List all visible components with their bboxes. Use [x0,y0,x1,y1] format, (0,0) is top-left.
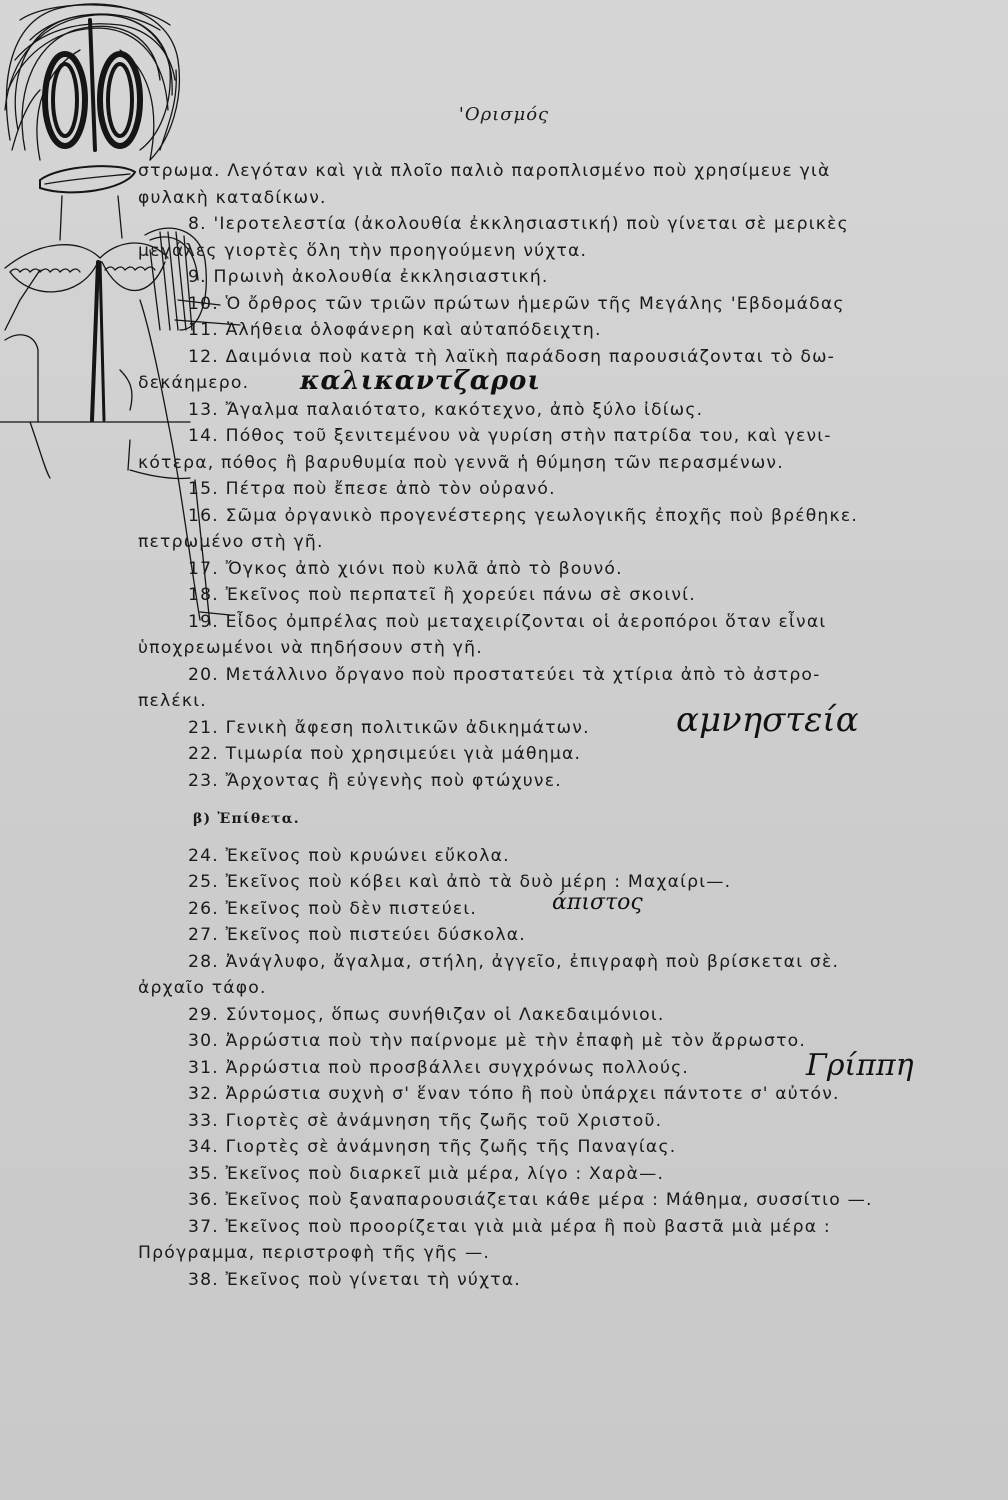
text-line: 17. Ὄγκος ἀπὸ χιόνι ποὺ κυλᾶ ἀπὸ τὸ βουνό. [188,558,623,579]
page-header: 'Ορισμός [458,104,550,125]
text-line: 15. Πέτρα ποὺ ἔπεσε ἀπὸ τὸν οὐρανό. [188,479,556,499]
text-line: 14. Πόθος τοῦ ξενιτεμένου νὰ γυρίση στὴν πατρίδα του, καὶ γενι- [188,426,832,446]
text-line: Πρόγραμμα, περιστροφὴ τῆς γῆς —. [138,1243,491,1263]
text-line: 8. 'Ιεροτελεστία (ἀκολουθία ἐκκλησιαστική) ποὺ γίνεται σὲ μερικὲς [188,214,849,234]
text-line: 28. Ἀνάγλυφο, ἄγαλμα, στήλη, ἀγγεῖο, ἐπιγραφὴ ποὺ βρίσκεται σὲ. [188,951,840,972]
text-line: 9. Πρωινὴ ἀκολουθία ἐκκλησιαστική. [188,267,549,287]
text-line: 37. Ἐκεῖνος ποὺ προορίζεται γιὰ μιὰ μέρα ἢ ποὺ βαστᾶ μιὰ μέρα : [188,1216,831,1237]
text-line: 18. Ἐκεῖνος ποὺ περπατεῖ ἢ χορεύει πάνω σὲ σκοινί. [188,585,696,605]
text-line: 12. Δαιμόνια ποὺ κατὰ τὴ λαϊκὴ παράδοση παρουσιάζονται τὸ δω- [188,346,836,367]
text-line: 38. Ἐκεῖνος ποὺ γίνεται τὴ νύχτα. [188,1269,521,1290]
text-line: 11. Ἀλήθεια ὁλοφάνερη καὶ αὐταπόδειχτη. [188,320,602,340]
text-line: 36. Ἐκεῖνος ποὺ ξαναπαρουσιάζεται κάθε μέρα : Μάθημα, συσσίτιο —. [188,1190,873,1210]
text-line: 21. Γενικὴ ἄφεση πολιτικῶν ἀδικημάτων. [188,717,590,738]
handwritten-note-26: άπιστος [552,890,643,915]
text-line: 23. Ἄρχοντας ἢ εὐγενὴς ποὺ φτώχυνε. [188,770,562,791]
text-line: 26. Ἐκεῖνος ποὺ δὲν πιστεύει. [188,898,478,919]
text-line: 35. Ἐκεῖνος ποὺ διαρκεῖ μιὰ μέρα, λίγο : Χαρὰ—. [188,1163,665,1184]
text-line: 19. Εἶδος ὀμπρέλας ποὺ μεταχειρίζονται οἱ ἀεροπόροι ὅταν εἶναι [188,611,827,632]
text-line: πετρωμένο στὴ γῆ. [138,532,324,552]
text-line: 30. Ἀρρώστια ποὺ τὴν παίρνομε μὲ τὴν ἐπαφὴ μὲ τὸν ἄρρωστο. [188,1031,807,1051]
section-heading: β) Ἐπίθετα. [193,811,300,827]
text-line: 13. Ἄγαλμα παλαιότατο, κακότεχνο, ἀπὸ ξύλο ἰδίως. [188,399,704,420]
text-line: 10. Ὁ ὄρθρος τῶν τριῶν πρώτων ἡμερῶν τῆς Μεγάλης 'Εβδομάδας [188,293,845,314]
text-line: 33. Γιορτὲς σὲ ἀνάμνηση τῆς ζωῆς τοῦ Χριστοῦ. [188,1110,663,1131]
text-line: 16. Σῶμα ὀργανικὸ προγενέστερης γεωλογικῆς ἐποχῆς ποὺ βρέθηκε. [188,505,859,526]
text-line: κότερα, πόθος ἢ βαρυθυμία ποὺ γεννᾶ ἡ θύμηση τῶν περασμένων. [138,452,784,473]
text-line: ἀρχαῖο τάφο. [138,978,267,998]
text-line: μεγάλες γιορτὲς ὅλη τὴν προηγούμενη νύχτα. [138,240,588,261]
text-line: στρωμα. Λεγόταν καὶ γιὰ πλοῖο παλιὸ παροπλισμένο ποὺ χρησίμευε γιὰ [138,161,831,181]
text-line: 20. Μετάλλινο ὄργανο ποὺ προστατεύει τὰ χτίρια ἀπὸ τὸ ἀστρο- [188,664,821,685]
handwritten-note-12: καλικαντζαροι [300,366,541,396]
text-line: ὑποχρεωμένοι νὰ πηδήσουν στὴ γῆ. [138,638,483,658]
text-line: 32. Ἀρρώστια συχνὴ σ' ἕναν τόπο ἢ ποὺ ὑπάρχει πάντοτε σ' αὐτόν. [188,1084,840,1104]
text-line: πελέκι. [138,691,207,711]
text-line: 22. Τιμωρία ποὺ χρησιμεύει γιὰ μάθημα. [188,744,582,764]
text-line: 29. Σύντομος, ὅπως συνήθιζαν οἱ Λακεδαιμόνιοι. [188,1004,665,1025]
text-line: δεκάημερο. [138,373,250,393]
text-line: 31. Ἀρρώστια ποὺ προσβάλλει συγχρόνως πολλούς. [188,1057,690,1078]
handwritten-note-21: αμνηστεία [676,700,859,740]
text-line: 34. Γιορτὲς σὲ ἀνάμνηση τῆς ζωῆς τῆς Παναγίας. [188,1137,677,1157]
text-line: 27. Ἐκεῖνος ποὺ πιστεύει δύσκολα. [188,925,526,945]
text-line: 25. Ἐκεῖνος ποὺ κόβει καὶ ἀπὸ τὰ δυὸ μέρη : Μαχαίρι—. [188,872,732,892]
text-line: 24. Ἐκεῖνος ποὺ κρυώνει εὔκολα. [188,845,510,866]
handwritten-note-31: Γρίππη [806,1048,914,1083]
text-line: φυλακὴ καταδίκων. [138,187,327,208]
